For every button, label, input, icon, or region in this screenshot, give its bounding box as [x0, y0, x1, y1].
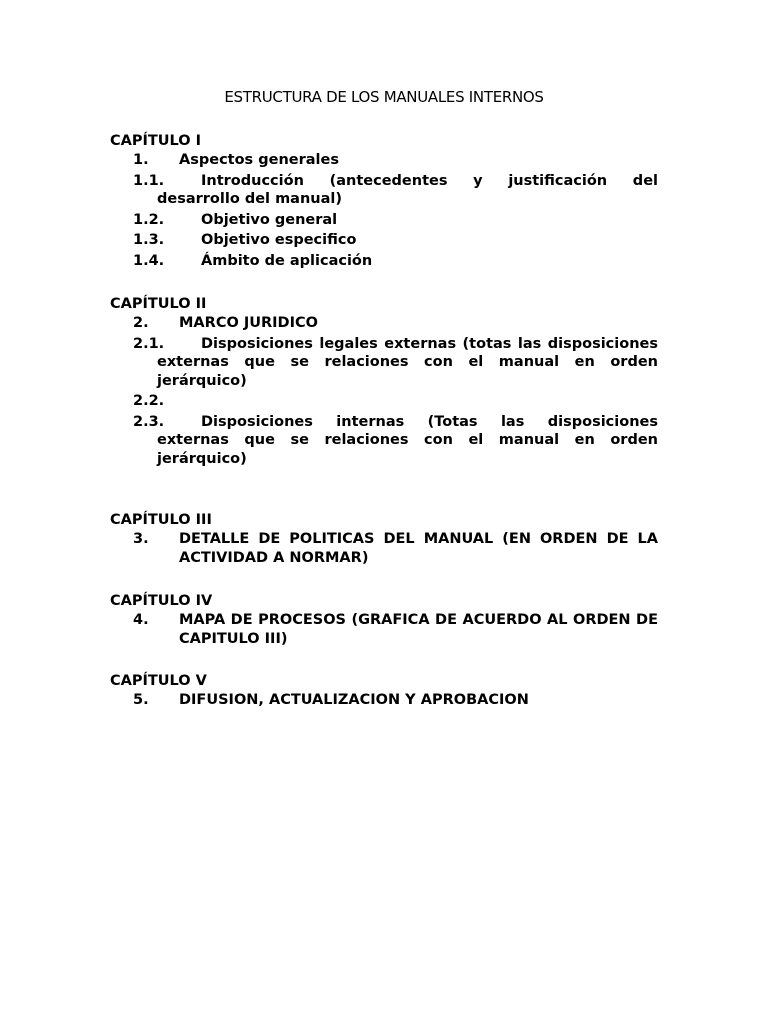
- chapter-heading: CAPÍTULO I: [110, 133, 202, 149]
- chapter-4: [110, 591, 658, 650]
- chapter-5: [110, 671, 658, 712]
- item-number: 1.1.: [133, 172, 165, 189]
- list-item: [110, 335, 658, 391]
- item-text: DETALLE DE POLITICAS DEL MANUAL (EN ORDEN DE LA ACTIVIDAD A NORMAR): [179, 531, 658, 566]
- item-number: 1.3.: [133, 232, 165, 248]
- item-text: Objetivo especifico: [201, 232, 357, 248]
- item-text: Objetivo general: [201, 211, 338, 228]
- item-number: 4.: [133, 612, 149, 628]
- item-text: Aspectos generales: [179, 152, 339, 168]
- item-number: 2.: [133, 315, 149, 331]
- item-number: 2.2.: [133, 393, 165, 409]
- chapter-1: [110, 131, 658, 272]
- list-item: [110, 611, 658, 648]
- item-text: MAPA DE PROCESOS (GRAFICA DE ACUERDO AL ORDEN DE CAPITULO III): [179, 612, 658, 647]
- item-text: Disposiciones legales externas (totas las disposiciones externas que se relaciones con el manual en orden jerárquico): [157, 335, 658, 389]
- item-text: MARCO JURIDICO: [179, 315, 318, 331]
- item-number: 1.4.: [133, 252, 165, 269]
- chapter-heading: CAPÍTULO III: [110, 512, 212, 528]
- item-number: 1.: [133, 152, 149, 168]
- item-text: Introducción (antecedentes y justificación del desarrollo del manual): [157, 172, 658, 207]
- list-item: [110, 413, 658, 469]
- list-item: [110, 392, 658, 411]
- chapter-heading: CAPÍTULO V: [110, 673, 207, 689]
- chapter-3: [110, 510, 658, 569]
- item-text: DIFUSION, ACTUALIZACION Y APROBACION: [179, 692, 529, 708]
- item-number: 1.2.: [133, 211, 165, 228]
- document-title: ESTRUCTURA DE LOS MANUALES INTERNOS: [224, 88, 544, 106]
- list-item: [110, 151, 658, 170]
- item-text: Ámbito de aplicación: [201, 252, 373, 269]
- item-text: Disposiciones internas (Totas las disposiciones externas que se relaciones con el manual en orden jerárquico): [157, 413, 658, 467]
- list-item: [110, 231, 658, 250]
- list-item: [110, 530, 658, 567]
- chapter-heading: CAPÍTULO II: [110, 296, 207, 312]
- chapter-2: [110, 294, 658, 470]
- list-item: [110, 691, 658, 710]
- item-number: 2.1.: [133, 335, 165, 352]
- item-number: 5.: [133, 692, 149, 708]
- item-number: 2.3.: [133, 413, 165, 430]
- list-item: [110, 211, 658, 230]
- list-item: [110, 314, 658, 333]
- chapter-heading: CAPÍTULO IV: [110, 593, 213, 609]
- item-number: 3.: [133, 531, 149, 547]
- list-item: [110, 172, 658, 209]
- list-item: [110, 252, 658, 271]
